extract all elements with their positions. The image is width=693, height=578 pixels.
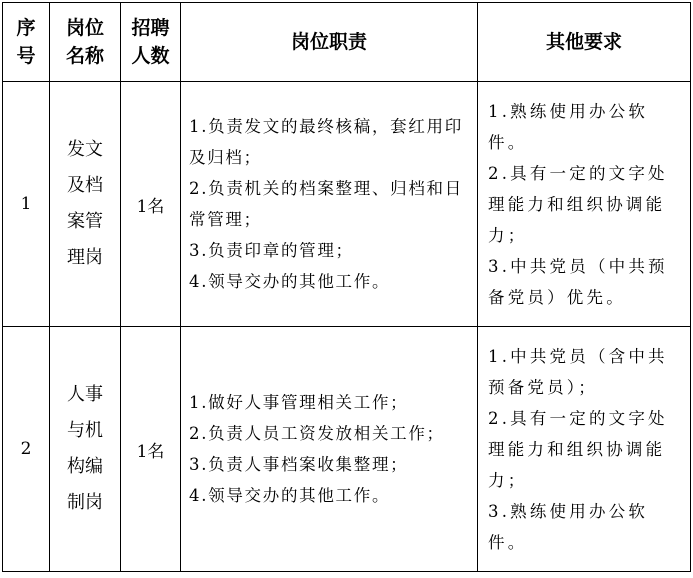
header-row — [3, 3, 691, 82]
table-row — [3, 82, 691, 327]
duty-cell — [181, 327, 478, 572]
requirement-item: 2.具有一定的文字处理能力和组织协调能力； — [488, 163, 668, 245]
duty-item: 3.负责印章的管理； — [189, 241, 354, 260]
count-cell: 1名 — [121, 327, 181, 572]
seq-cell: 1 — [3, 82, 50, 327]
requirement-item: 3.熟练使用办公软件。 — [488, 501, 649, 552]
duty-item: 3.负责人事档案收集整理； — [189, 455, 409, 474]
position-name-cell: 人事与机构编制岗 — [50, 327, 121, 572]
header-duty: 岗位职责 — [181, 3, 478, 82]
duty-item: 1.负责发文的最终核稿，套红用印及归档； — [189, 117, 463, 167]
position-name-cell: 发文及档案管理岗 — [50, 82, 121, 327]
requirement-item: 2.具有一定的文字处理能力和组织协调能力； — [488, 408, 668, 490]
header-count: 招聘人数 — [121, 3, 181, 82]
header-name: 岗位名称 — [50, 3, 121, 82]
seq-cell: 2 — [3, 327, 50, 572]
duty-item: 2.负责人员工资发放相关工作； — [189, 424, 445, 443]
table-row — [3, 327, 691, 572]
duty-cell — [181, 82, 478, 327]
requirement-cell — [478, 82, 691, 327]
header-req: 其他要求 — [478, 3, 691, 82]
duty-item: 1.做好人事管理相关工作； — [189, 393, 409, 412]
duty-item: 4.领导交办的其他工作。 — [189, 486, 391, 505]
duty-item: 2.负责机关的档案整理、归档和日常管理； — [189, 179, 463, 229]
recruitment-table — [2, 2, 691, 572]
requirement-item: 3.中共党员（中共预备党员）优先。 — [488, 256, 668, 307]
header-seq: 序号 — [3, 3, 50, 82]
count-cell: 1名 — [121, 82, 181, 327]
requirement-item: 1.中共党员（含中共预备党员）； — [488, 346, 668, 397]
requirement-item: 1.熟练使用办公软件。 — [488, 101, 649, 152]
duty-item: 4.领导交办的其他工作。 — [189, 272, 391, 291]
requirement-cell — [478, 327, 691, 572]
